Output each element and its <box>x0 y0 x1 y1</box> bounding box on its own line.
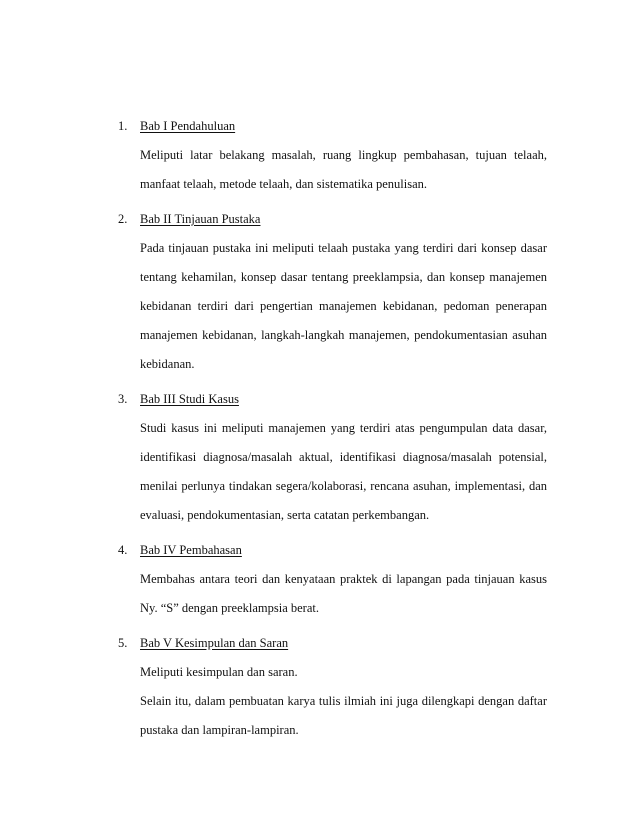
chapter-number: 3. <box>118 392 128 406</box>
chapter-item-4 <box>0 540 638 623</box>
chapter-item-5 <box>0 633 638 745</box>
chapter-heading: Bab V Kesimpulan dan Saran <box>140 636 289 650</box>
chapter-description: Meliputi latar belakang masalah, ruang lingkup pembahasan, tujuan telaah, manfaat telaah, metode telaah, dan sistematika penulisan. <box>140 148 547 191</box>
chapter-description: Meliputi kesimpulan dan saran. <box>140 665 298 679</box>
chapter-heading: Bab II Tinjauan Pustaka <box>140 212 261 226</box>
chapter-number: 5. <box>118 636 128 650</box>
chapter-item-2 <box>0 209 638 379</box>
chapter-heading: Bab I Pendahuluan <box>140 119 236 133</box>
chapter-heading: Bab IV Pembahasan <box>140 543 242 557</box>
chapter-description: Pada tinjauan pustaka ini meliputi telaah pustaka yang terdiri dari konsep dasar tentang kehamilan, konsep dasar tentang preeklampsia, dan konsep manajemen kebidanan terdiri dari pengertian manajemen kebidanan, pedoman penerapan manajemen kebidanan, langkah-langkah manajemen, pendokumentasian asuhan kebidanan. <box>140 241 547 371</box>
chapter-list <box>0 116 638 745</box>
chapter-closing-note: Selain itu, dalam pembuatan karya tulis ilmiah ini juga dilengkapi dengan daftar pustaka dan lampiran-lampiran. <box>140 694 547 737</box>
chapter-description: Studi kasus ini meliputi manajemen yang terdiri atas pengumpulan data dasar, identifikasi diagnosa/masalah aktual, identifikasi diagnosa/masalah potensial, menilai perlunya tindakan segera/kolaborasi, rencana asuhan, implementasi, dan evaluasi, pendokumentasian, serta catatan perkembangan. <box>140 421 547 522</box>
chapter-number: 2. <box>118 212 128 226</box>
chapter-number: 1. <box>118 119 128 133</box>
chapter-item-3 <box>0 389 638 530</box>
chapter-number: 4. <box>118 543 128 557</box>
chapter-heading: Bab III Studi Kasus <box>140 392 239 406</box>
chapter-item-1 <box>0 116 638 199</box>
chapter-description: Membahas antara teori dan kenyataan praktek di lapangan pada tinjauan kasus Ny. “S” dengan preeklampsia berat. <box>140 572 547 615</box>
